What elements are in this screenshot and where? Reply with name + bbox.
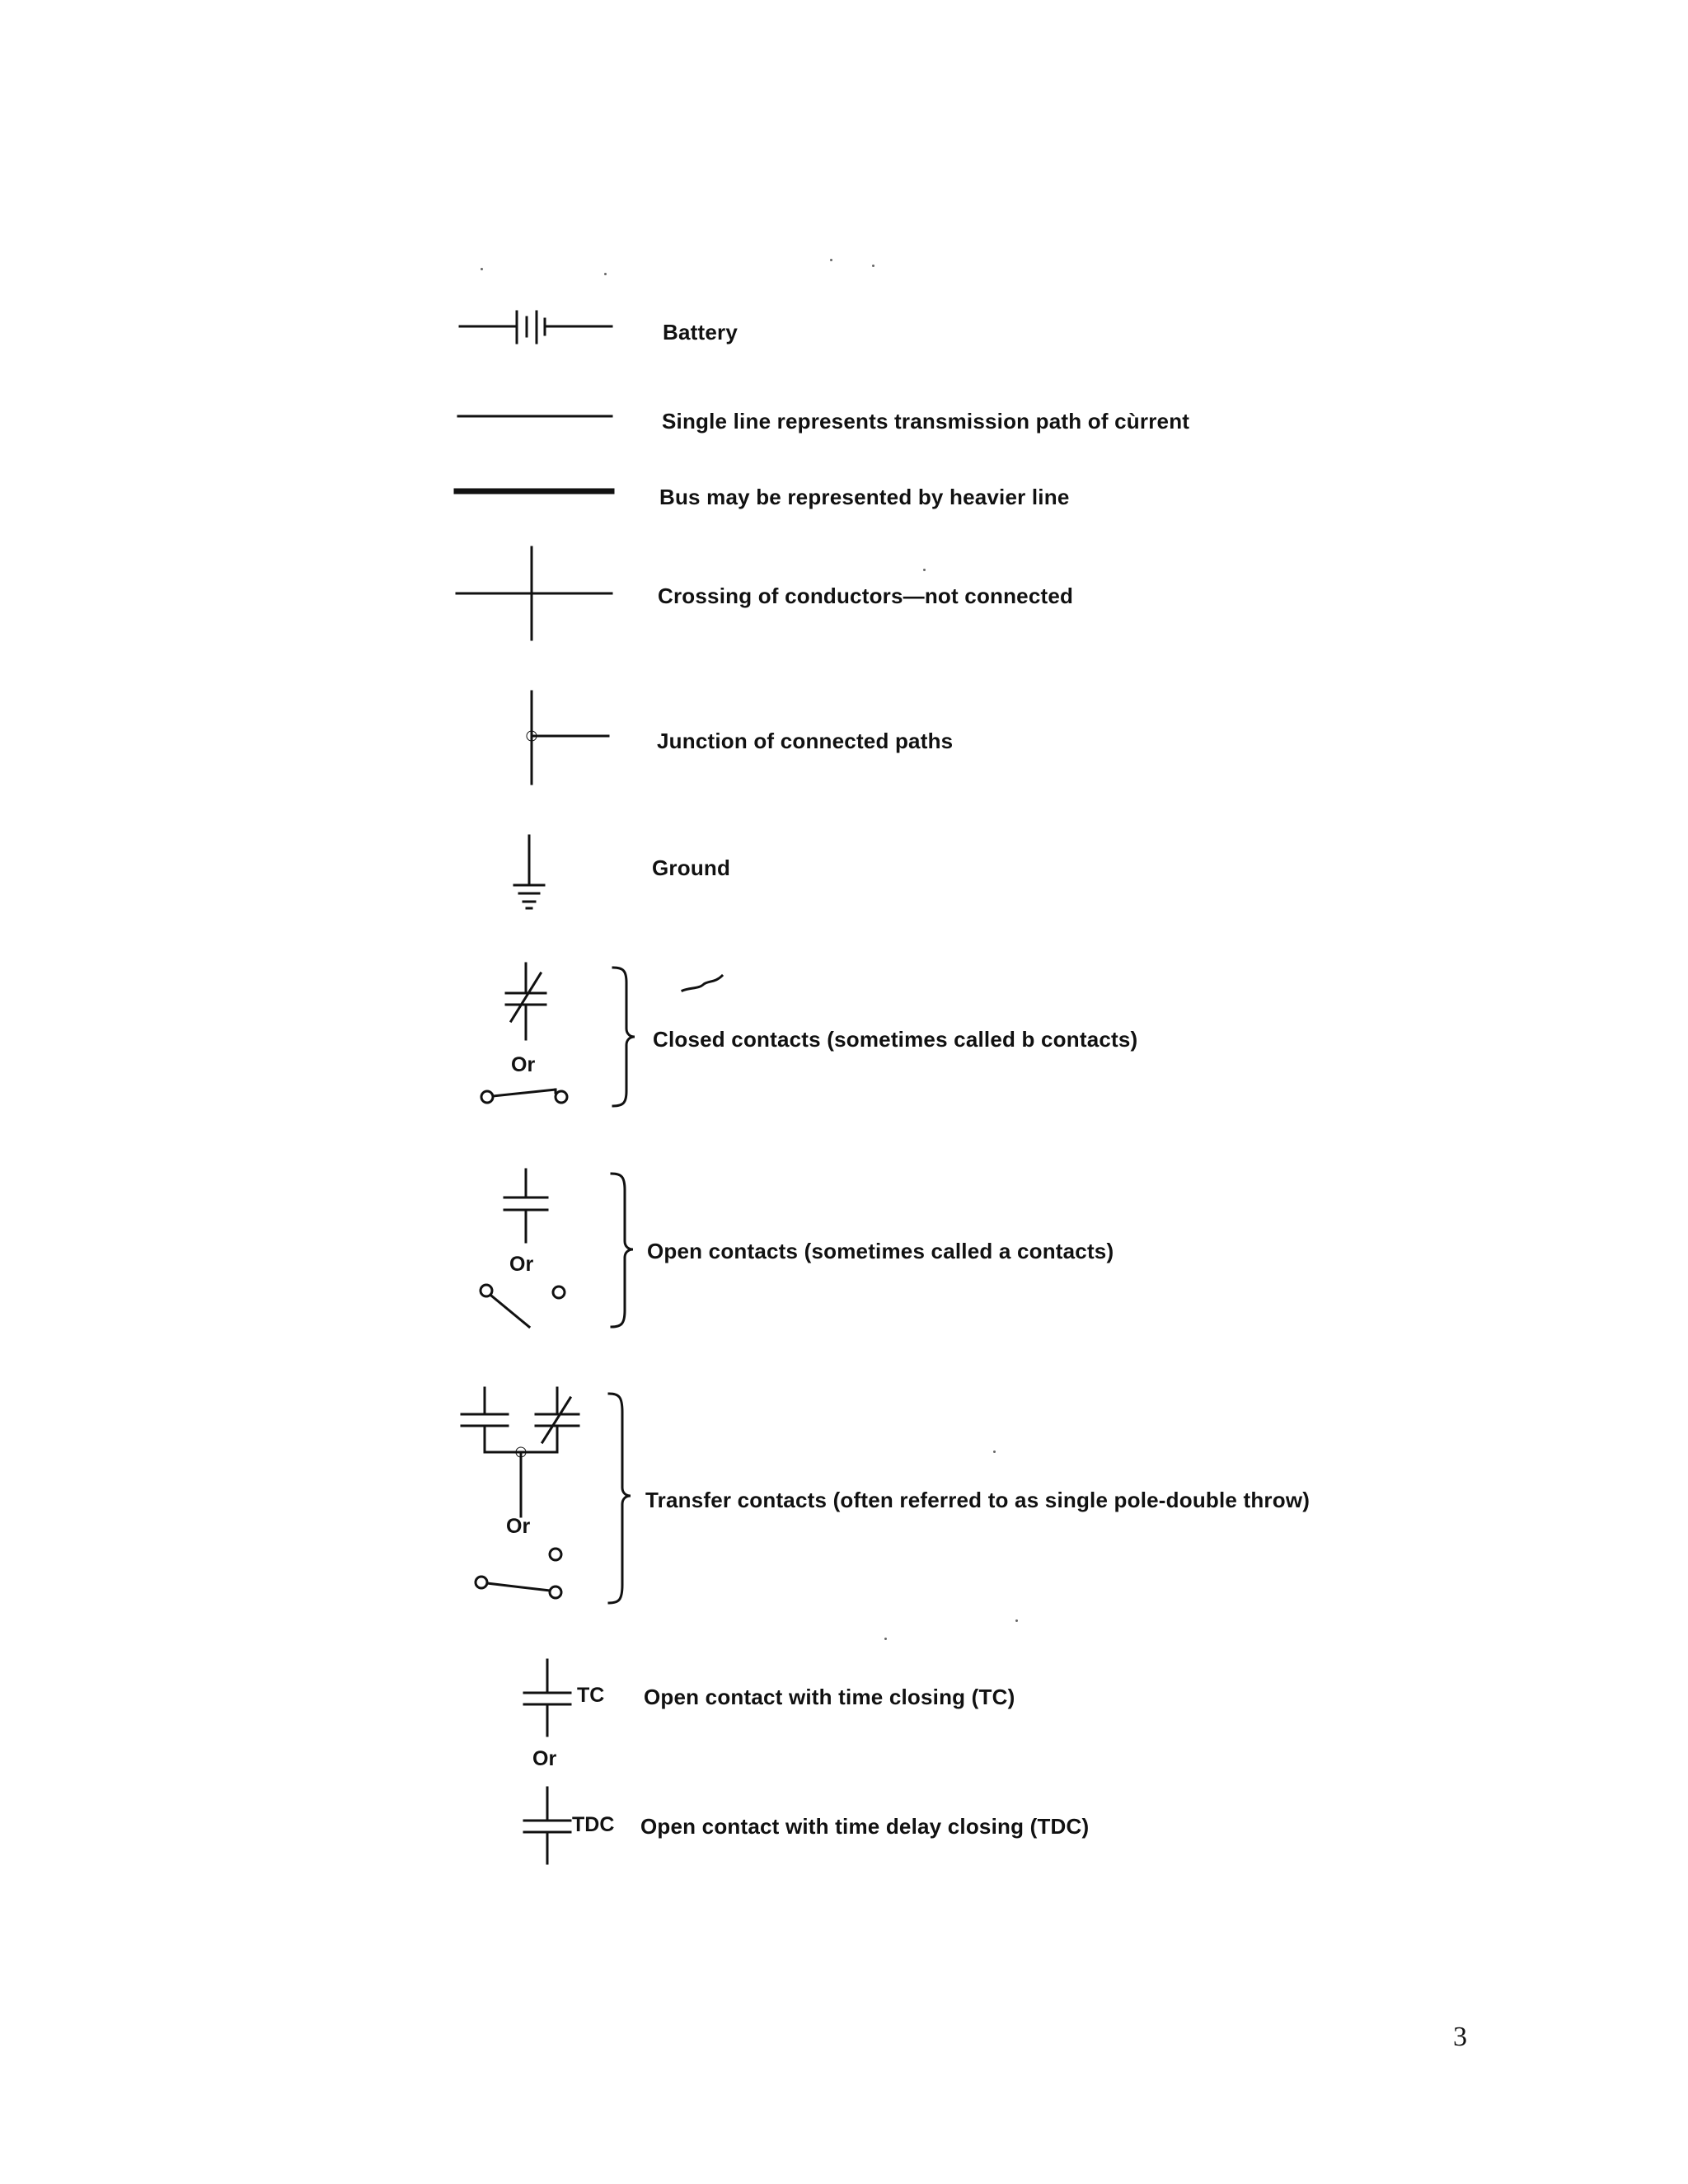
transfer-contacts-label: Transfer contacts (often referred to as single pole-double throw) xyxy=(645,1488,1311,1512)
page-number: 3 xyxy=(1453,2022,1467,2052)
ground-symbol xyxy=(503,832,560,915)
closed-contact-alt-symbol xyxy=(476,1080,575,1113)
crossing-label: Crossing of conductors—not connected xyxy=(658,583,1074,608)
scan-speck xyxy=(830,259,832,261)
tc-contact-label: Open contact with time closing (TC) xyxy=(644,1685,1015,1709)
transfer-contact-alt-symbol xyxy=(470,1541,569,1607)
scan-speck xyxy=(1015,1619,1018,1622)
scan-speck xyxy=(923,569,926,571)
tc-tdc-or-text: Or xyxy=(532,1747,557,1770)
bus-label: Bus may be represented by heavier line xyxy=(659,485,1070,509)
bus-symbol xyxy=(453,483,618,499)
scan-speck xyxy=(884,1638,887,1640)
tdc-symbol-text: TDC xyxy=(572,1813,615,1836)
scan-speck xyxy=(993,1451,996,1453)
closed-contacts-or-text: Or xyxy=(511,1053,536,1076)
tdc-contact-label: Open contact with time delay closing (TDC) xyxy=(640,1814,1090,1839)
tdc-contact-symbol xyxy=(519,1784,577,1867)
scan-speck xyxy=(481,268,483,270)
transfer-contact-symbol xyxy=(457,1385,597,1525)
junction-label: Junction of connected paths xyxy=(657,729,954,753)
battery-label: Battery xyxy=(663,320,738,344)
closed-contacts-label: Closed contacts (sometimes called b contacts) xyxy=(653,1027,1138,1052)
junction-symbol xyxy=(503,688,618,787)
scan-speck xyxy=(872,265,874,267)
tc-contact-symbol xyxy=(519,1657,577,1739)
transfer-contacts-or-text: Or xyxy=(506,1515,531,1538)
tc-symbol-text: TC xyxy=(577,1684,605,1707)
scan-mark xyxy=(679,974,729,999)
scan-speck xyxy=(604,273,607,275)
open-contacts-label: Open contacts (sometimes called a contacts) xyxy=(647,1239,1114,1263)
ground-label: Ground xyxy=(652,855,731,880)
open-contact-alt-symbol xyxy=(475,1277,574,1335)
transfer-contacts-brace xyxy=(604,1389,637,1611)
battery-symbol xyxy=(453,305,618,346)
closed-contacts-brace xyxy=(608,963,641,1111)
single-line-label: Single line represents transmission path of cùrrent xyxy=(662,409,1190,434)
crossing-symbol xyxy=(453,544,618,643)
open-contacts-or-text: Or xyxy=(509,1253,534,1276)
closed-contact-symbol xyxy=(495,960,560,1051)
single-line-symbol xyxy=(453,408,618,424)
open-contacts-brace xyxy=(607,1169,640,1333)
open-contact-symbol xyxy=(495,1166,560,1249)
